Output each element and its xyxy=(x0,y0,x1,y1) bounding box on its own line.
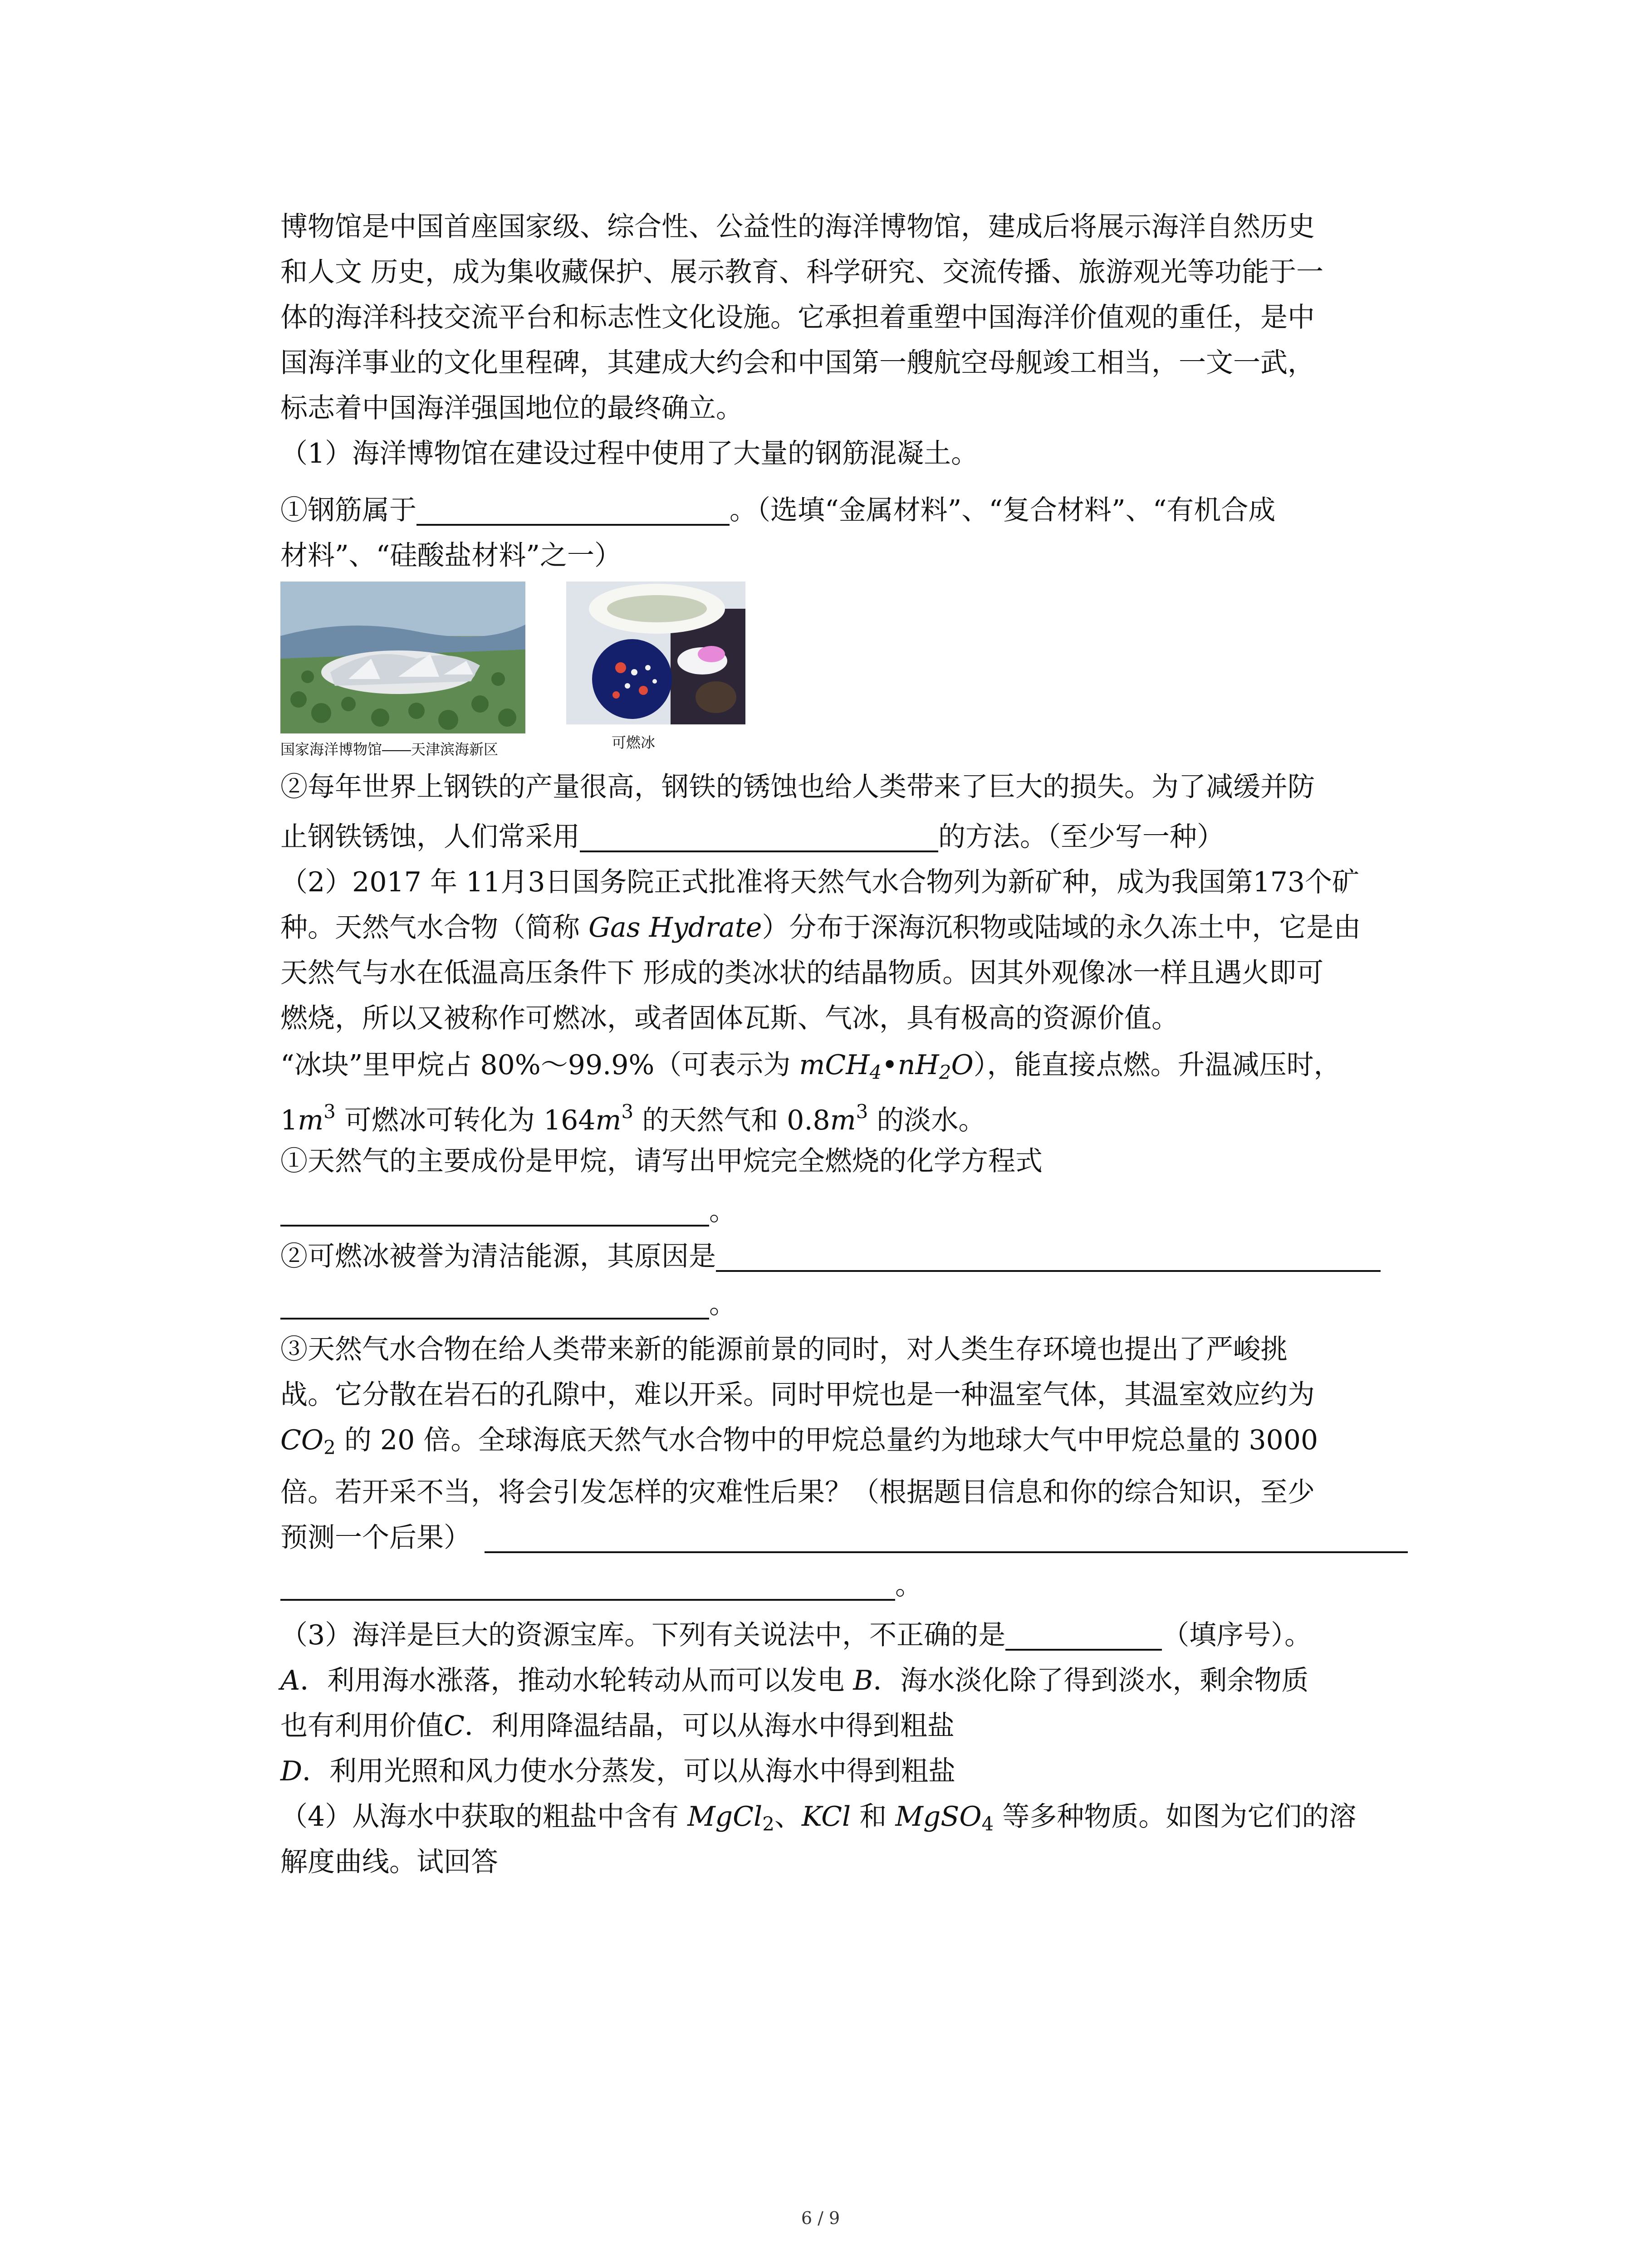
intro-line-2: 和人文 历史，成为集收藏保护、展示教育、科学研究、交流传播、旅游观光等功能于一 xyxy=(280,256,1324,288)
q1-a-suffix: 。（选填“金属材料”、“复合材料”、“有机合成 xyxy=(730,494,1276,526)
q2-line-5-a: “冰块”里甲烷占 80%～99.9%（可表示为 xyxy=(280,1049,799,1081)
mgcl2-formula: MgCl xyxy=(687,1801,763,1833)
q2-c-answer xyxy=(280,1569,922,1601)
intro-line-5: 标志着中国海洋强国地位的最终确立。 xyxy=(280,392,743,424)
intro-line-1: 博物馆是中国首座国家级、综合性、公益性的海洋博物馆，建成后将展示海洋自然历史 xyxy=(280,211,1315,243)
answer-blank-4[interactable] xyxy=(716,1270,1381,1272)
intro-line-4: 国海洋事业的文化里程碑，其建成大约会和中国第一艘航空母舰竣工相当，一文一武， xyxy=(280,347,1315,379)
co2-formula: CO xyxy=(280,1424,324,1456)
period: 。 xyxy=(709,1195,736,1227)
figure-row xyxy=(280,582,779,758)
formula-sub-2: 2 xyxy=(939,1061,951,1084)
q1-b-line-2 xyxy=(280,823,1224,852)
q3-stem xyxy=(280,1619,1312,1651)
option-d-text: ．利用光照和风力使水分蒸发，可以从海水中得到粗盐 xyxy=(302,1755,956,1787)
separator: 、 xyxy=(774,1801,802,1833)
formula-n: nH xyxy=(897,1049,939,1081)
q2-a-answer xyxy=(280,1195,736,1227)
unit-exp-1: 3 xyxy=(323,1100,336,1123)
q4-line-1-b: 等多种物质。如图为它们的溶 xyxy=(994,1801,1357,1833)
period: 。 xyxy=(895,1569,922,1601)
option-b-letter: B xyxy=(853,1665,873,1696)
q2-c-prefix: 预测一个后果） xyxy=(280,1522,471,1554)
formula-dot: • xyxy=(882,1049,898,1081)
intro-line-3: 体的海洋科技交流平台和标志性文化设施。它承担着重塑中国海洋价值观的重任，是中 xyxy=(280,302,1315,333)
unit-exp-2: 3 xyxy=(621,1100,634,1123)
q3-stem-suffix: （填序号）。 xyxy=(1162,1619,1312,1651)
q2-line-6 xyxy=(280,1100,986,1137)
formula-m: mCH xyxy=(799,1049,870,1081)
q2-line-6-c: 的淡水。 xyxy=(868,1105,986,1137)
q2-line-3: 天然气与水在低温高压条件下 形成的类冰状的结晶物质。因其外观像冰一样且遇火即可 xyxy=(280,957,1324,989)
q2-b-prefix: ②可燃冰被誉为清洁能源，其原因是 xyxy=(280,1241,716,1272)
formula-o: O xyxy=(951,1049,974,1081)
q2-b-answer xyxy=(280,1290,736,1320)
gas-hydrate-term: Gas Hydrate xyxy=(588,912,762,943)
q2-a-line: ①天然气的主要成份是甲烷，请写出甲烷完全燃烧的化学方程式 xyxy=(280,1145,1043,1177)
q1-a-line-2: 材料”、“硅酸盐材料”之一） xyxy=(280,540,622,572)
q4-line-2: 解度曲线。试回答 xyxy=(280,1846,498,1878)
q1-b-suffix: 的方法。（至少写一种） xyxy=(938,821,1224,853)
answer-blank-1[interactable] xyxy=(416,523,730,526)
unit-m-3: m xyxy=(830,1105,856,1137)
option-d-letter: D xyxy=(280,1755,303,1787)
q1-stem: （1）海洋博物馆在建设过程中使用了大量的钢筋混凝土。 xyxy=(280,438,979,469)
q2-c-line-1: ③天然气水合物在给人类带来新的能源前景的同时，对人类生存环境也提出了严峻挑 xyxy=(280,1334,1288,1365)
museum-photo xyxy=(280,582,525,733)
q3-option-line-1 xyxy=(280,1667,1309,1694)
answer-blank-7[interactable] xyxy=(280,1598,895,1601)
q2-line-2-b: ）分布于深海沉积物或陆域的永久冻土中，它是由 xyxy=(762,912,1361,943)
q1-a-line xyxy=(280,494,1276,526)
co2-sub: 2 xyxy=(323,1436,336,1459)
q2-line-6-a: 可燃冰可转化为 164 xyxy=(335,1105,596,1137)
unit-exp-3: 3 xyxy=(856,1100,868,1123)
mgcl2-sub: 2 xyxy=(762,1813,774,1835)
answer-blank-3[interactable] xyxy=(280,1224,709,1227)
answer-blank-5[interactable] xyxy=(280,1317,709,1320)
q2-line-6-b: 的天然气和 0.8 xyxy=(633,1105,830,1137)
unit-m-2: m xyxy=(595,1105,622,1137)
q4-line-1-a: （4）从海水中获取的粗盐中含有 xyxy=(280,1801,688,1833)
q3-option-line-2 xyxy=(280,1712,955,1740)
q2-line-2-a: 种。天然气水合物（简称 xyxy=(280,912,589,943)
unit-m-1: m xyxy=(298,1105,324,1137)
kcl-formula: KCl xyxy=(801,1801,851,1833)
q2-line-5-b: ），能直接点燃。升温减压时， xyxy=(973,1049,1341,1081)
option-a-letter: A xyxy=(280,1665,300,1696)
museum-caption: 国家海洋博物馆——天津滨海新区 xyxy=(280,741,499,758)
q2-line-2 xyxy=(280,914,1361,941)
formula-sub-4: 4 xyxy=(869,1061,882,1084)
q1-a-prefix: ①钢筋属于 xyxy=(280,494,416,526)
q2-b-line xyxy=(280,1243,1381,1272)
page-number: 6 / 9 xyxy=(801,2208,840,2228)
methane-hydrate-formula xyxy=(799,1049,974,1084)
answer-blank-6[interactable] xyxy=(485,1551,1408,1553)
q4-line-1 xyxy=(280,1803,1356,1834)
q3-stem-prefix: （3）海洋是巨大的资源宝库。下列有关说法中，不正确的是 xyxy=(280,1619,1006,1651)
option-c-text: ．利用降温结晶，可以从海水中得到粗盐 xyxy=(464,1710,955,1742)
volume-1: 1 xyxy=(280,1105,298,1137)
option-b-text-cont: 也有利用价值 xyxy=(280,1710,444,1742)
q2-line-4: 燃烧，所以又被称作可燃冰，或者固体瓦斯、气冰，具有极高的资源价值。 xyxy=(280,1002,1179,1034)
period: 。 xyxy=(709,1288,736,1320)
mgso4-sub: 4 xyxy=(981,1813,994,1835)
mgso4-formula: MgSO xyxy=(895,1801,982,1833)
combustible-ice-photo xyxy=(566,582,745,724)
q2-c-line-2: 战。它分散在岩石的孔隙中，难以开采。同时甲烷也是一种温室气体，其温室效应约为 xyxy=(280,1379,1315,1411)
option-c-letter: C xyxy=(444,1710,465,1742)
answer-blank-2[interactable] xyxy=(580,850,938,852)
ice-caption: 可燃冰 xyxy=(612,734,656,751)
q2-c-line-3-text: 的 20 倍。全球海底天然气水合物中的甲烷总量约为地球大气中甲烷总量的 3000 xyxy=(335,1424,1318,1456)
q3-option-line-3 xyxy=(280,1755,956,1787)
q2-line-5 xyxy=(280,1051,1341,1082)
and-word: 和 xyxy=(851,1801,896,1833)
option-a-text: ．利用海水涨落，推动水轮转动从而可以发电 xyxy=(300,1665,853,1696)
q1-b-line-1: ②每年世界上钢铁的产量很高，钢铁的锈蚀也给人类带来了巨大的损失。为了减缓并防 xyxy=(280,771,1315,803)
q2-c-line-5 xyxy=(280,1524,1408,1553)
q2-c-line-4: 倍。若开采不当，将会引发怎样的灾难性后果？（根据题目信息和你的综合知识，至少 xyxy=(280,1476,1315,1508)
q2-line-1: （2）2017 年 11月3日国务院正式批准将天然气水合物列为新矿种，成为我国第173个矿 xyxy=(280,866,1360,898)
option-b-text: ．海水淡化除了得到淡水，剩余物质 xyxy=(873,1665,1309,1696)
q2-c-line-3 xyxy=(280,1424,1318,1459)
q1-b-prefix: 止钢铁锈蚀，人们常采用 xyxy=(280,821,580,853)
answer-blank-8[interactable] xyxy=(1005,1648,1162,1651)
